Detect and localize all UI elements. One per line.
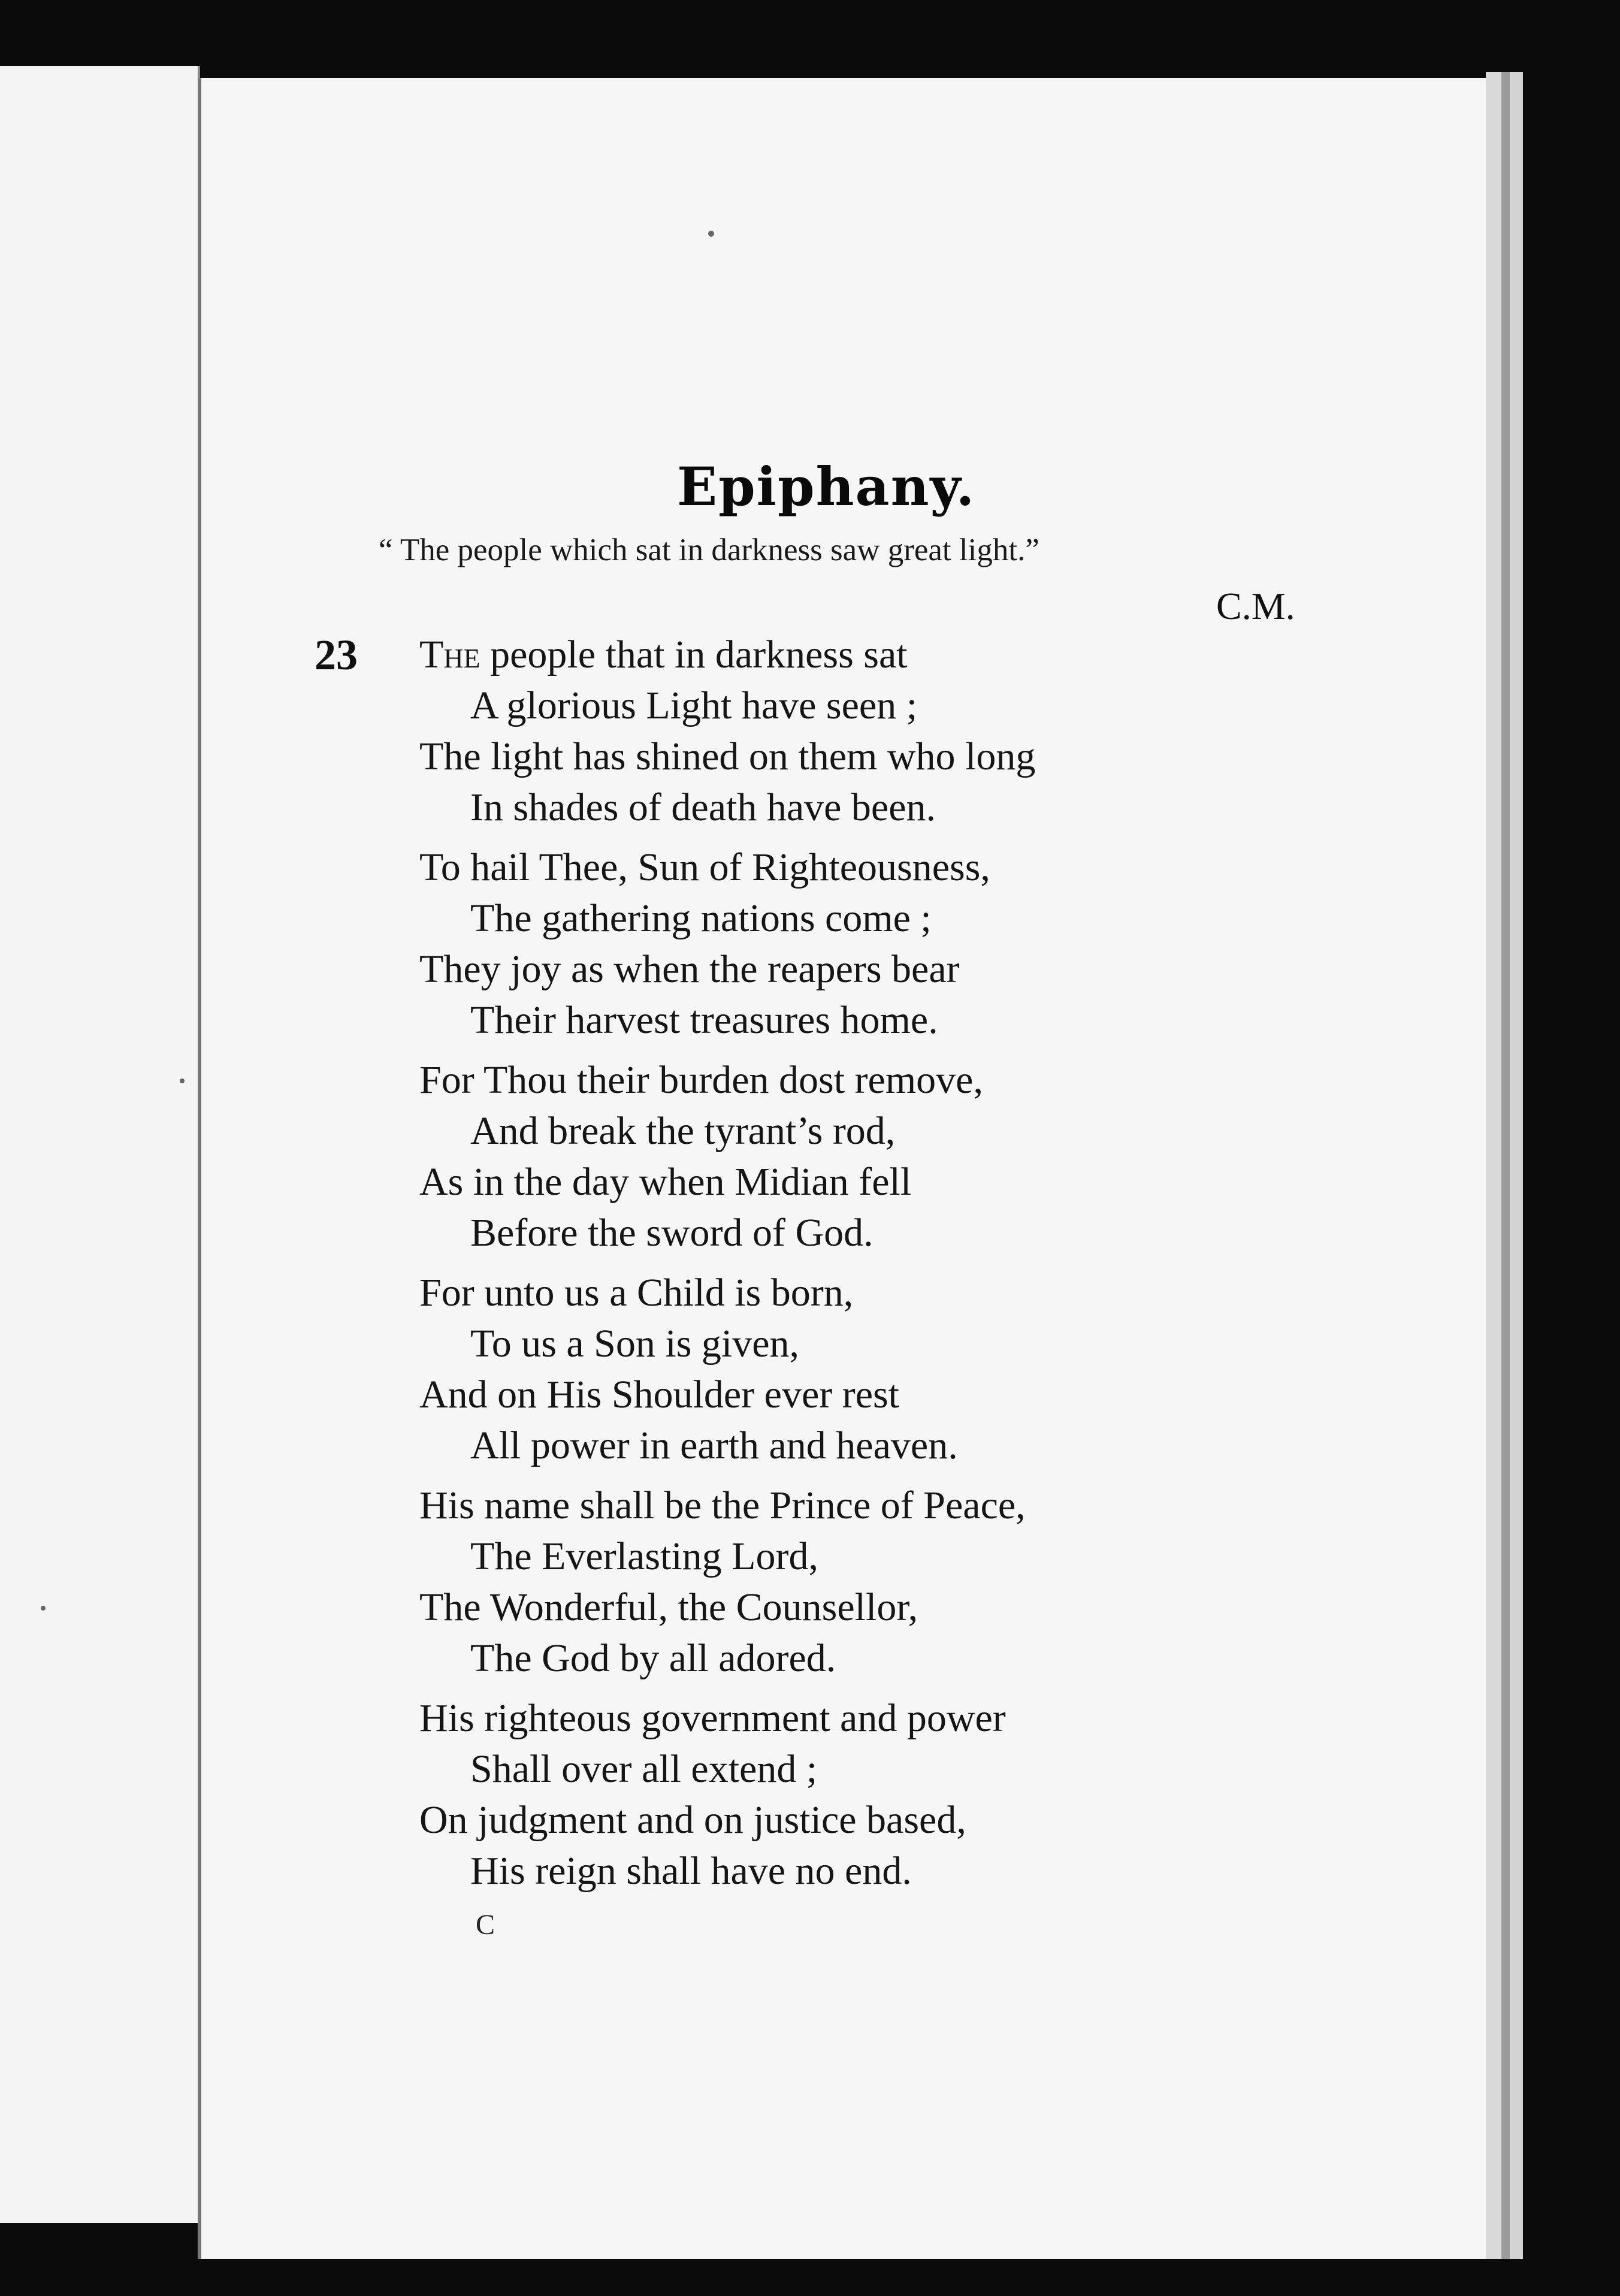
verse-line: Shall over all extend ;	[470, 1747, 818, 1791]
verse-line: The gathering nations come ;	[470, 896, 932, 940]
verse-line: His reign shall have no end.	[470, 1849, 912, 1893]
epigraph: “ The people which sat in darkness saw great light.”	[379, 533, 1039, 567]
verse-line: For Thou their burden dost remove,	[419, 1058, 983, 1102]
verse-line: To us a Son is given,	[470, 1322, 800, 1365]
paper-speck	[41, 1606, 46, 1611]
verse-line: On judgment and on justice based,	[419, 1798, 966, 1842]
verse-line: The light has shined on them who long	[419, 735, 1036, 778]
verse-line	[419, 632, 908, 678]
paper-speck	[708, 231, 714, 237]
verse-line: The Wonderful, the Counsellor,	[419, 1585, 918, 1629]
verse-line: To hail Thee, Sun of Righteousness,	[419, 845, 990, 889]
verse-line: In shades of death have been.	[470, 786, 936, 829]
verse-line-text: people that in darkness sat	[490, 633, 908, 676]
verse-line: Their harvest treasures home.	[470, 998, 938, 1042]
hymn-number: 23	[315, 631, 358, 679]
meter-label: C.M.	[1216, 585, 1295, 627]
page-edge	[1510, 72, 1523, 2259]
verse-line: And break the tyrant’s rod,	[470, 1109, 896, 1153]
signature-mark: C	[476, 1909, 495, 1941]
verse-line: As in the day when Midian fell	[419, 1160, 912, 1204]
verse-line: His righteous government and power	[419, 1696, 1006, 1740]
left-page	[0, 66, 200, 2223]
paper-speck	[180, 1078, 185, 1083]
verse-line: All power in earth and heaven.	[470, 1424, 958, 1467]
verse-line: Before the sword of God.	[470, 1211, 874, 1255]
verse-line: For unto us a Child is born,	[419, 1271, 854, 1315]
verse-line: The God by all adored.	[470, 1636, 836, 1680]
verse-line: His name shall be the Prince of Peace,	[419, 1484, 1026, 1527]
verse-line: And on His Shoulder ever rest	[419, 1373, 900, 1416]
first-word: The	[419, 633, 480, 676]
verse-line: They joy as when the reapers bear	[419, 947, 960, 991]
page-edge	[1501, 72, 1510, 2259]
verse-line: A glorious Light have seen ;	[470, 684, 918, 727]
page-edge	[1486, 72, 1501, 2259]
verse-line: The Everlasting Lord,	[470, 1534, 818, 1578]
page-title: Epiphany.	[677, 455, 976, 518]
